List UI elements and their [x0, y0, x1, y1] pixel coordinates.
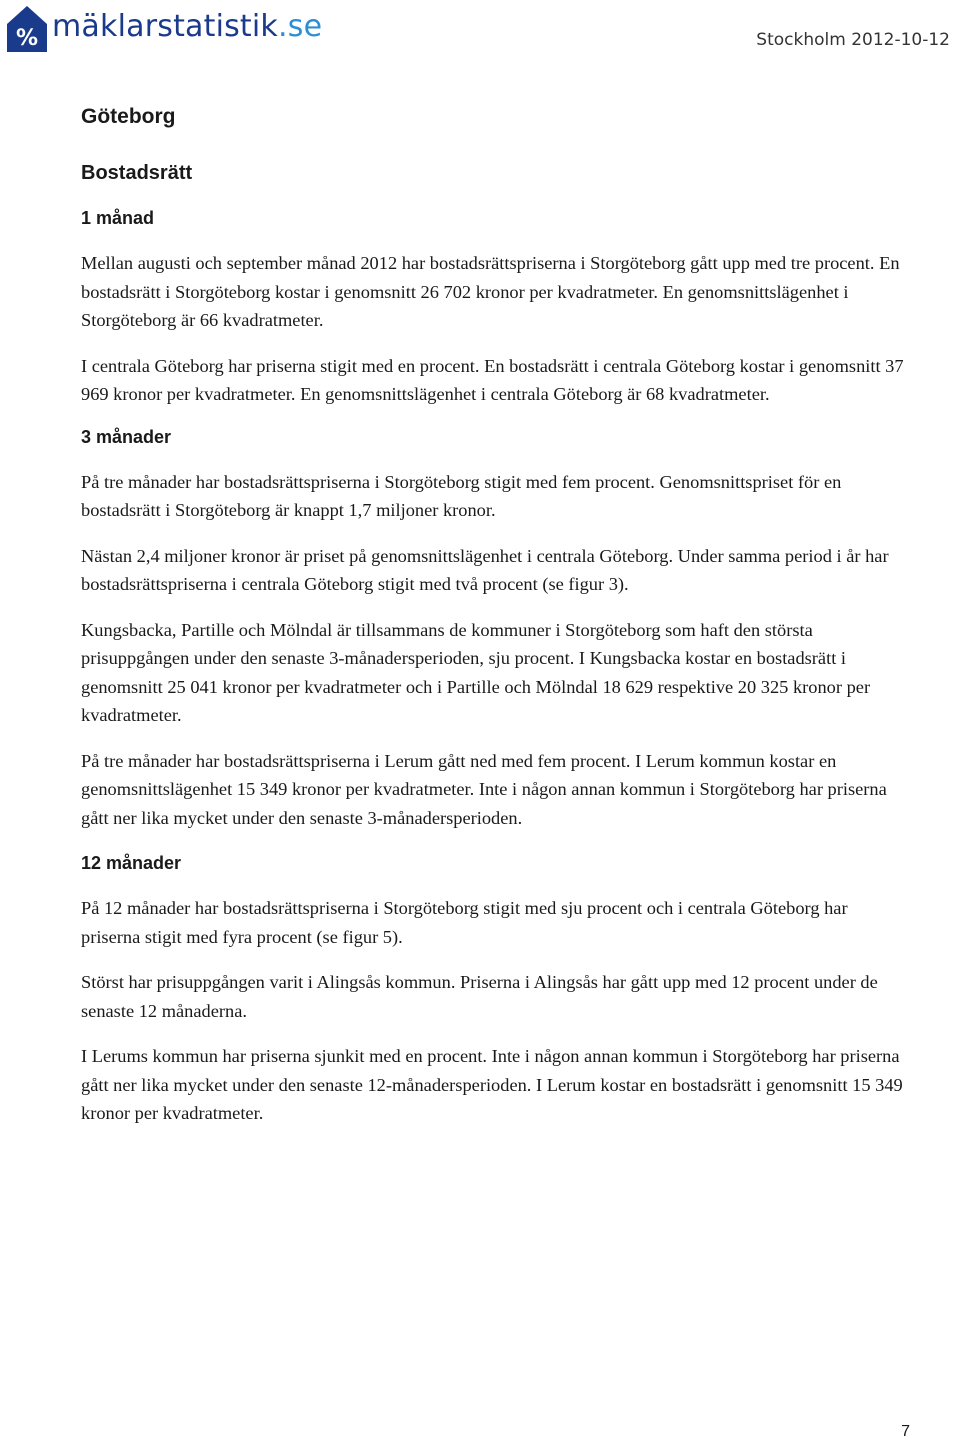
- paragraph: Störst har prisuppgången varit i Alingsås kommun. Priserna i Alingsås har gått upp med 12 procent under de senaste 12 månaderna.: [81, 972, 878, 1021]
- logo-mark-symbol: %: [15, 26, 39, 51]
- paragraph: På tre månader har bostadsrättspriserna i Storgöteborg stigit med fem procent. Genomsnittspriset för en bostadsrätt i Storgöteborg är knappt 1,7 miljoner kronor.: [81, 471, 842, 520]
- logo-tld: .se: [278, 9, 323, 44]
- heading-12-months: 12 månader: [81, 853, 182, 873]
- dateline: Stockholm 2012-10-12: [756, 30, 950, 50]
- paragraph: I centrala Göteborg har priserna stigit med en procent. En bostadsrätt i centrala Göteborg kostar i genomsnitt 37 969 kronor per kvadratmeter. En genomsnittslägenhet i centrala Göteborg är 68 kvadratmeter.: [81, 355, 904, 404]
- paragraph: Mellan augusti och september månad 2012 har bostadsrättspriserna i Storgöteborg gått upp med tre procent. En bostadsrätt i Storgöteborg kostar i genomsnitt 26 702 kronor per kvadratmeter. En genomsnittslägenhet i Storgöteborg är 66 kvadratmeter.: [81, 253, 900, 330]
- page-number: 7: [901, 1423, 910, 1440]
- page-title: Göteborg: [81, 105, 176, 128]
- document-body: [81, 103, 911, 1128]
- logo-wordmark: [52, 7, 322, 47]
- section-subtitle: Bostadsrätt: [81, 162, 193, 184]
- paragraph: Nästan 2,4 miljoner kronor är priset på genomsnittslägenhet i centrala Göteborg. Under samma period i år har bostadsrättspriserna i centrala Göteborg stigit med två procent (se figur 3).: [81, 545, 889, 594]
- heading-1-month: 1 månad: [81, 208, 155, 228]
- paragraph: På tre månader har bostadsrättspriserna i Lerum gått ned med fem procent. I Lerum kommun kostar en genomsnittslägenhet 15 349 kronor per kvadratmeter. Inte i någon annan kommun i Storgöteborg har priserna gått ner lika mycket under den senaste 3-månadersperioden.: [81, 750, 887, 828]
- paragraph: I Lerums kommun har priserna sjunkit med en procent. Inte i någon annan kommun i Storgöteborg har priserna gått ner lika mycket under den senaste 12-månadersperioden. I Lerum kostar en bostadsrätt i genomsnitt 15 349 kronor per kvadratmeter.: [81, 1046, 903, 1123]
- heading-3-months: 3 månader: [81, 426, 172, 447]
- site-logo[interactable]: [6, 4, 322, 54]
- paragraph: På 12 månader har bostadsrättspriserna i Storgöteborg stigit med sju procent och i centrala Göteborg har priserna stigit med fyra procent (se figur 5).: [81, 898, 848, 947]
- logo-brand: mäklarstatistik: [52, 9, 279, 44]
- paragraph: Kungsbacka, Partille och Mölndal är tillsammans de kommuner i Storgöteborg som haft den största prisuppgången under den senaste 3-månadersperioden, sju procent. I Kungsbacka kostar en bostadsrätt i genomsnitt 25 041 kronor per kvadratmeter och i Partille och Mölndal 18 629 respektive 20 325 kronor per kvadratmeter.: [81, 619, 871, 725]
- page-header: [0, 0, 960, 60]
- house-percent-icon: [6, 4, 48, 54]
